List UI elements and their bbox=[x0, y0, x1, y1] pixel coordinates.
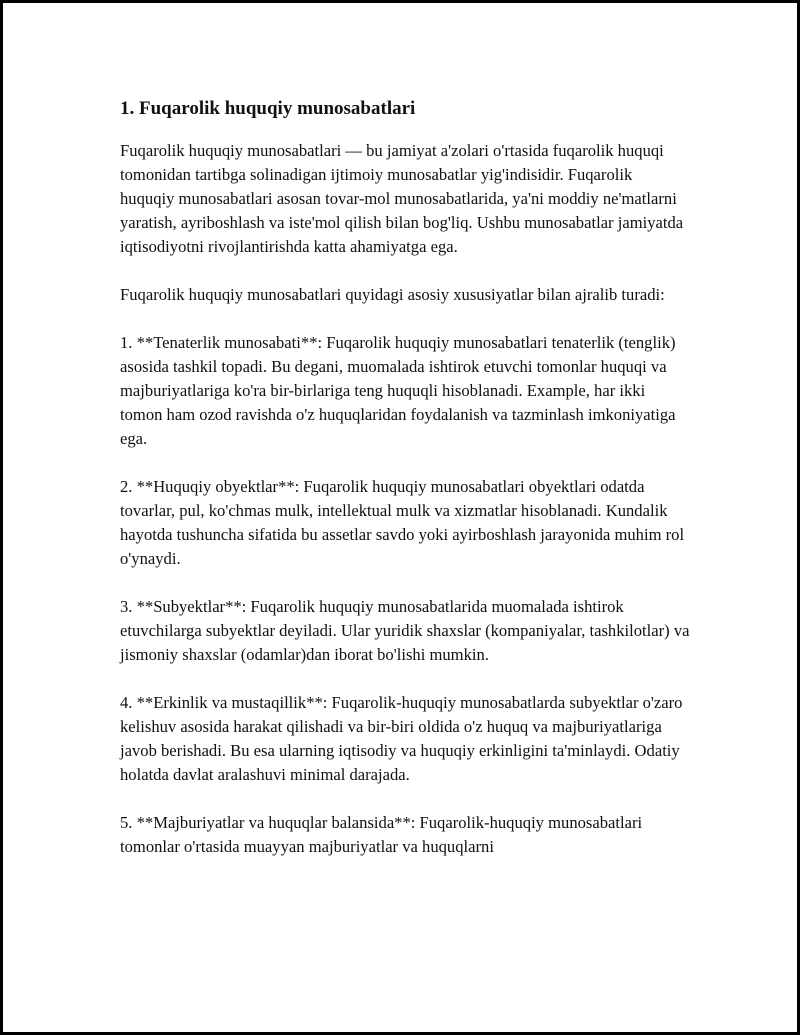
intro-paragraph: Fuqarolik huquqiy munosabatlari — bu jamiyat a'zolari o'rtasida fuqarolik huquqi tomonidan tartibga solinadigan ijtimoiy munosabatlar yig'indisidir. Fuqarolik huquqiy munosabatlari asosan tovar-mol munosabatlarida, ya'ni moddiy ne'matlarni yaratish, ayriboshlash va iste'mol qilish bilan bog'liq. Ushbu munosabatlar jamiyatda iqtisodiyotni rivojlantirishda katta ahamiyatga ega. bbox=[120, 141, 684, 256]
feature-item-subjects: 3. **Subyektlar**: Fuqarolik huquqiy munosabatlarida muomalada ishtirok etuvchilarga subyektlar deyiladi. Ular yuridik shaxslar (kompaniyalar, tashkilotlar) va jismoniy shaxslar (odamlar)dan iborat bo'lishi mumkin. bbox=[120, 597, 690, 664]
feature-item-balance: 5. **Majburiyatlar va huquqlar balansida**: Fuqarolik-huquqiy munosabatlari tomonlar o'rtasida muayyan majburiyatlar va huquqlarni bbox=[120, 813, 643, 856]
features-intro-paragraph: Fuqarolik huquqiy munosabatlari quyidagi asosiy xususiyatlar bilan ajralib turadi: bbox=[120, 285, 665, 304]
document-body bbox=[120, 95, 690, 883]
feature-item-objects: 2. **Huquqiy obyektlar**: Fuqarolik huquqiy munosabatlari obyektlari odatda tovarlar, pul, ko'chmas mulk, intellektual mulk va xizmatlar hisoblanadi. Kundalik hayotda tushuncha sifatida bu assetlar savdo yoki ayirboshlash jarayonida muhim rol o'ynaydi. bbox=[120, 477, 685, 568]
section-title: 1. Fuqarolik huquqiy munosabatlari bbox=[120, 98, 416, 119]
feature-item-equality: 1. **Tenaterlik munosabati**: Fuqarolik huquqiy munosabatlari tenaterlik (tenglik) asosida tashkil topadi. Bu degani, muomalada ishtirok etuvchi tomonlar huquqi va majburiyatlariga ko'ra bir-birlariga teng huquqli hisoblanadi. Example, har ikki tomon ham ozod ravishda o'z huquqlaridan foydalanish va tazminlash imkoniyatiga ega. bbox=[120, 333, 676, 448]
feature-item-freedom: 4. **Erkinlik va mustaqillik**: Fuqarolik-huquqiy munosabatlarda subyektlar o'zaro kelishuv asosida harakat qilishadi va bir-biri oldida o'z huquq va majburiyatlariga javob berishadi. Bu esa ularning iqtisodiy va huquqiy erkinligini ta'minlaydi. Odatiy holatda davlat aralashuvi minimal darajada. bbox=[120, 693, 683, 784]
